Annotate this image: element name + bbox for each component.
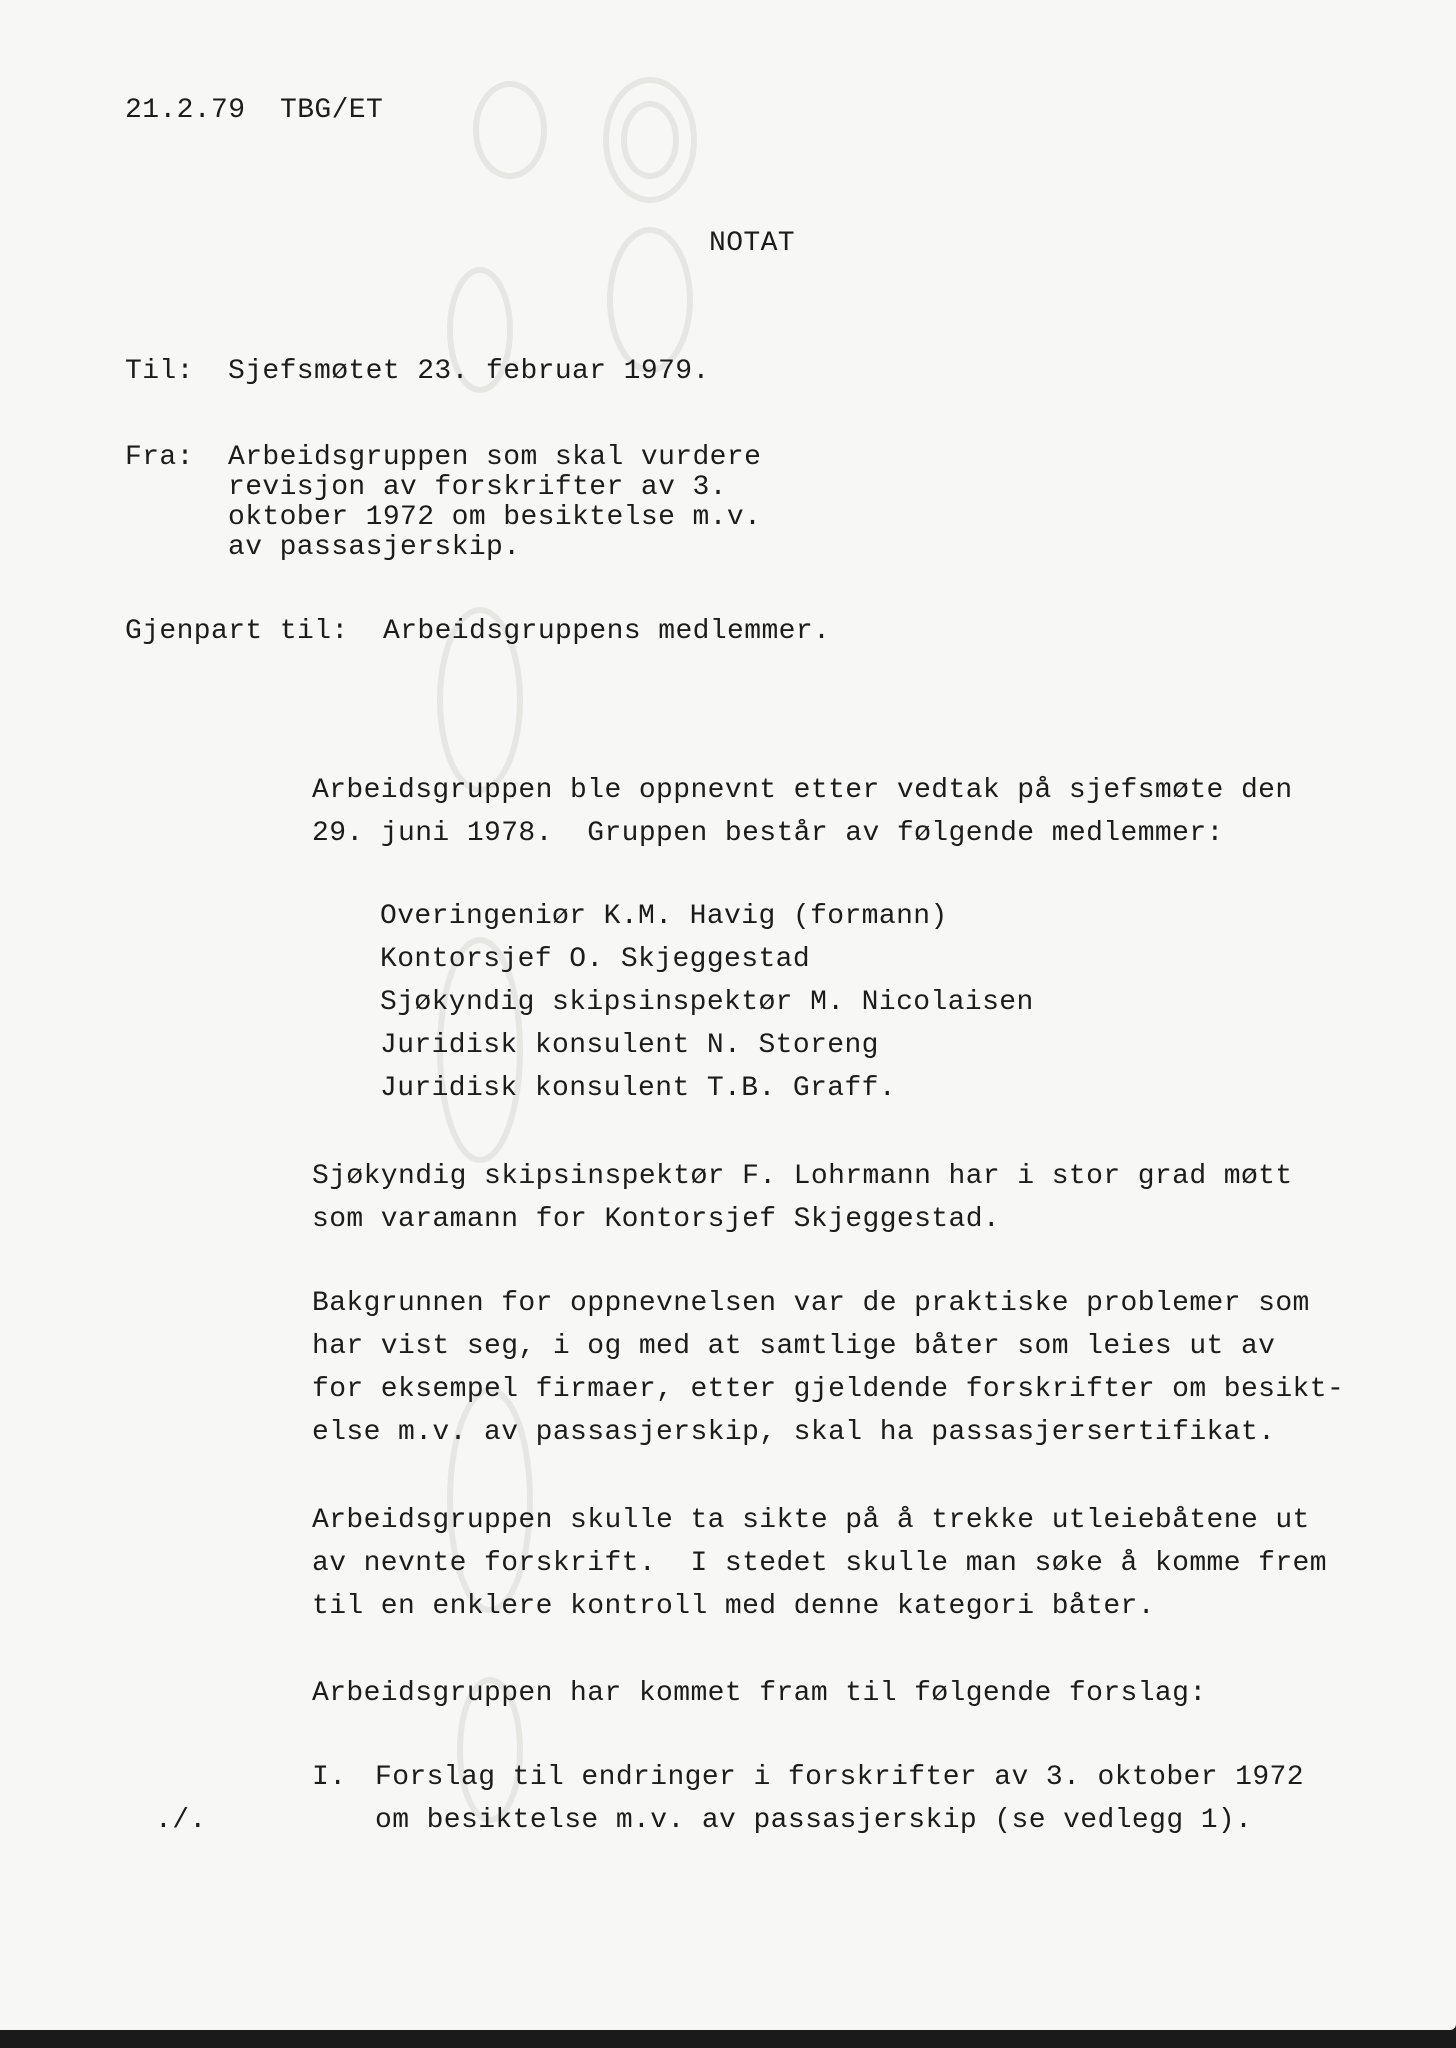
gjenpart-label: Gjenpart til:	[125, 616, 349, 647]
header-reference: TBG/ET	[280, 95, 384, 126]
member-item: Sjøkyndig skipsinspektør M. Nicolaisen	[380, 987, 1034, 1018]
paragraph-line: til en enklere kontroll med denne kategori båter.	[312, 1591, 1155, 1622]
paragraph-line: Arbeidsgruppen har kommet fram til følgende forslag:	[312, 1678, 1207, 1709]
fra-line: Arbeidsgruppen som skal vurdere	[228, 442, 762, 473]
fra-line: av passasjerskip.	[228, 532, 521, 563]
document-title: NOTAT	[709, 228, 796, 259]
member-item: Kontorsjef O. Skjeggestad	[380, 944, 811, 975]
fra-label: Fra:	[125, 442, 194, 473]
paragraph-line: for eksempel firmaer, etter gjeldende forskrifter om besikt-	[312, 1374, 1345, 1405]
paragraph-line: Sjøkyndig skipsinspektør F. Lohrmann har i stor grad møtt	[312, 1161, 1293, 1192]
proposal-number: I.	[312, 1762, 347, 1793]
margin-attachment-mark: ./.	[155, 1805, 207, 1836]
paragraph-line: av nevnte forskrift. I stedet skulle man søke å komme frem	[312, 1548, 1327, 1579]
paragraph-line: Arbeidsgruppen skulle ta sikte på å trekke utleiebåtene ut	[312, 1505, 1310, 1536]
gjenpart-value: Arbeidsgruppens medlemmer.	[383, 616, 831, 647]
paragraph-line: har vist seg, i og med at samtlige båter som leies ut av	[312, 1331, 1276, 1362]
proposal-line: om besiktelse m.v. av passasjerskip (se vedlegg 1).	[375, 1805, 1253, 1836]
member-item: Juridisk konsulent T.B. Graff.	[380, 1073, 897, 1104]
proposal-line: Forslag til endringer i forskrifter av 3. oktober 1972	[375, 1762, 1304, 1793]
paragraph-line: else m.v. av passasjerskip, skal ha passasjersertifikat.	[312, 1417, 1276, 1448]
header-date: 21.2.79	[125, 95, 246, 126]
intro-line: Arbeidsgruppen ble oppnevnt etter vedtak på sjefsmøte den	[312, 775, 1293, 806]
fra-line: revisjon av forskrifter av 3.	[228, 472, 727, 503]
paragraph-line: som varamann for Kontorsjef Skjeggestad.	[312, 1204, 1001, 1235]
fra-line: oktober 1972 om besiktelse m.v.	[228, 502, 762, 533]
til-value: Sjefsmøtet 23. februar 1979.	[228, 356, 710, 387]
member-item: Juridisk konsulent N. Storeng	[380, 1030, 879, 1061]
intro-line: 29. juni 1978. Gruppen består av følgende medlemmer:	[312, 818, 1224, 849]
member-item: Overingeniør K.M. Havig (formann)	[380, 901, 948, 932]
paragraph-line: Bakgrunnen for oppnevnelsen var de praktiske problemer som	[312, 1288, 1310, 1319]
til-label: Til:	[125, 356, 194, 387]
